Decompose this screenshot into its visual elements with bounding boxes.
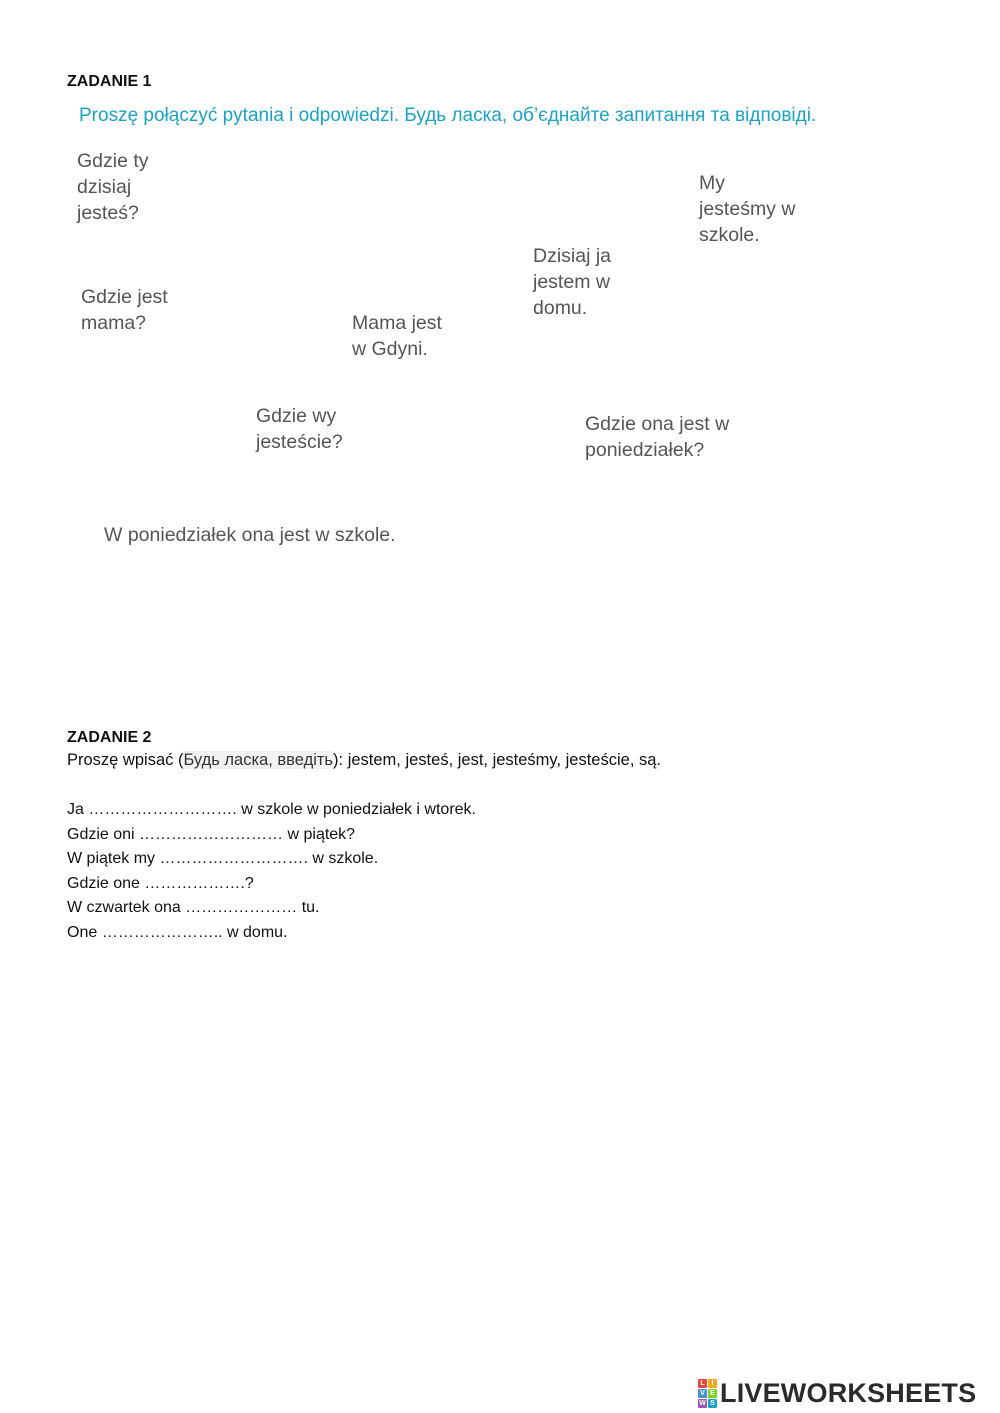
logo-mark-tile: E: [708, 1389, 717, 1398]
logo-mark-tile: W: [699, 1399, 706, 1407]
liveworksheets-logo: [698, 1378, 976, 1408]
logo-mark-tile: V: [698, 1389, 707, 1398]
fill-in-sentence[interactable]: One ………………….. w domu.: [67, 923, 288, 941]
logo-mark-tile: S: [708, 1399, 717, 1408]
fill-in-sentence[interactable]: Gdzie one ……………….?: [67, 874, 254, 892]
fill-in-sentence[interactable]: Gdzie oni ……………………… w piątek?: [67, 825, 356, 843]
fill-in-sentence[interactable]: W czwartek ona ………………… tu.: [67, 899, 320, 916]
task2-instruction-prefix: Proszę wpisać (: [67, 751, 184, 769]
match-item[interactable]: Dzisiaj ja jestem w domu.: [533, 245, 612, 319]
logo-mark-icon: [698, 1379, 717, 1408]
logo-mark-tile: L: [698, 1379, 707, 1388]
match-item[interactable]: My jesteśmy w szkole.: [699, 172, 796, 246]
task1-heading: ZADANIE 1: [67, 73, 152, 90]
fill-in-list: [67, 798, 476, 945]
match-item[interactable]: W poniedziałek ona jest w szkole.: [104, 524, 396, 546]
task1-instruction: Proszę połączyć pytania i odpowiedzi. Будь ласка, об’єднайте запитання та відповіді.: [79, 105, 817, 126]
task2-instruction-suffix: ): jestem, jesteś, jest, jesteśmy, jesteście, są.: [333, 751, 661, 769]
match-item[interactable]: Gdzie jest mama?: [81, 286, 168, 334]
logo-text: LIVEWORKSHEETS: [720, 1377, 977, 1408]
match-item[interactable]: Gdzie ona jest w poniedziałek?: [585, 413, 730, 461]
logo-mark-tile: I: [708, 1379, 717, 1388]
task2-heading: ZADANIE 2: [67, 729, 152, 746]
task2-instruction-ua: Будь ласка, введіть: [183, 751, 334, 769]
match-item[interactable]: Gdzie ty dzisiaj jesteś?: [77, 150, 149, 224]
match-item[interactable]: Gdzie wy jesteście?: [256, 405, 343, 453]
task2-instruction: [67, 751, 661, 770]
fill-in-sentence[interactable]: Ja ………………………. w szkole w poniedziałek i wtorek.: [67, 801, 476, 818]
fill-in-sentence[interactable]: W piątek my ………………………. w szkole.: [67, 850, 379, 867]
match-item[interactable]: Mama jest w Gdyni.: [352, 312, 442, 360]
